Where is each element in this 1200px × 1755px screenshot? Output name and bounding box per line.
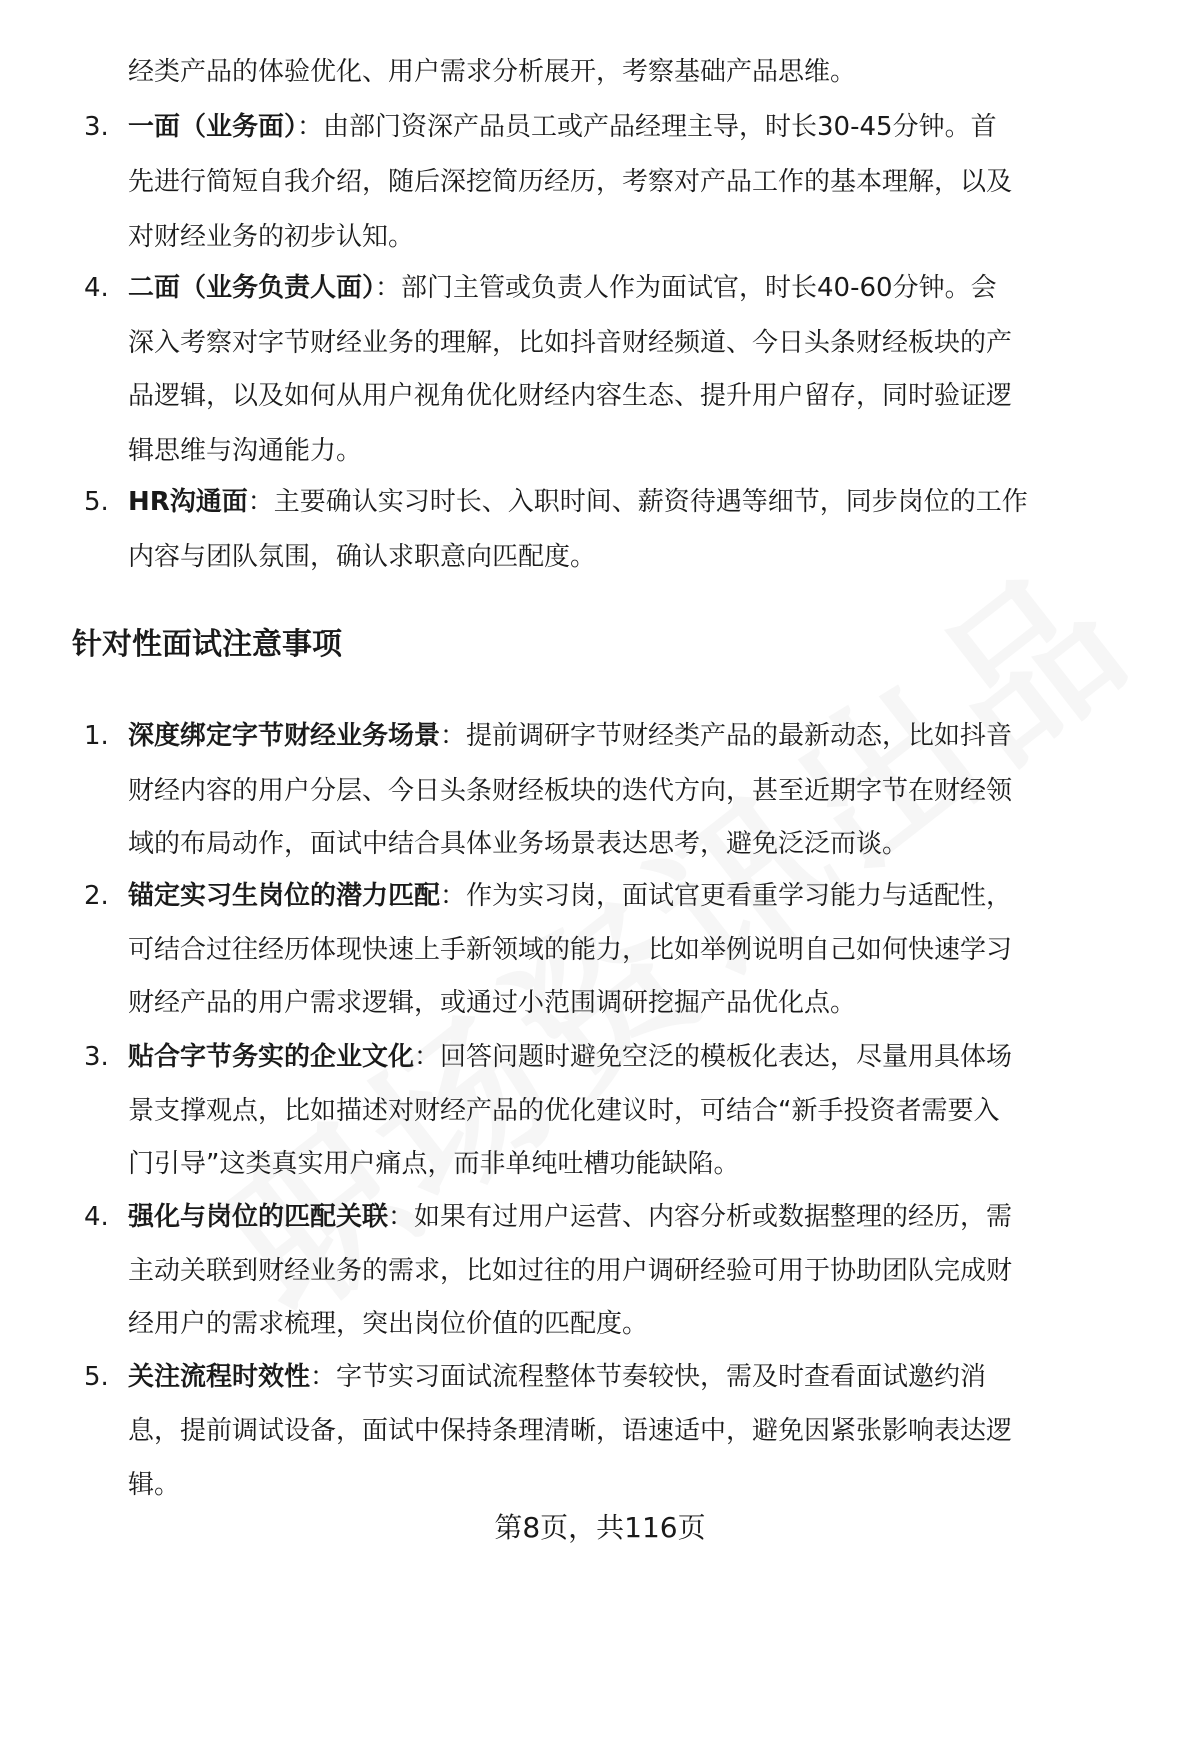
list-line [128, 258, 1160, 318]
list-number: 3. [84, 112, 109, 142]
list-number: 3. [84, 1042, 109, 1072]
item-text: ：由部门资深产品员工或产品经理主导，时长30-45分钟。首 [297, 112, 997, 142]
list-line [128, 1187, 1160, 1247]
list-number: 4. [84, 1202, 109, 1232]
item-text: ：提前调研字节财经类产品的最新动态，比如抖音 [440, 721, 1013, 751]
list-line: 辑。 [128, 1470, 181, 1500]
item-title: 强化与岗位的匹配关联 [128, 1202, 389, 1232]
list-number: 5. [84, 1362, 109, 1392]
list-line [128, 706, 1160, 766]
list-line [128, 97, 1160, 157]
list-line: 财经内容的用户分层、今日头条财经板块的迭代方向，甚至近期字节在财经领 [128, 776, 1013, 806]
list-line: 门引导”这类真实用户痛点，而非单纯吐槽功能缺陷。 [128, 1149, 740, 1179]
item-text: ：主要确认实习时长、入职时间、薪资待遇等细节，同步岗位的工作 [247, 487, 1028, 517]
list-line [128, 866, 1160, 926]
item-text: ：字节实习面试流程整体节奏较快，需及时查看面试邀约消 [310, 1362, 987, 1392]
list-line [128, 1347, 1160, 1407]
list-line: 主动关联到财经业务的需求，比如过往的用户调研经验可用于协助团队完成财 [128, 1256, 1013, 1286]
list-line: 先进行简短自我介绍，随后深挖简历经历，考察对产品工作的基本理解，以及 [128, 167, 1013, 197]
list-line: 财经产品的用户需求逻辑，或通过小范围调研挖掘产品优化点。 [128, 988, 857, 1018]
item-title: 二面（业务负责人面） [128, 273, 376, 303]
item-title: 关注流程时效性 [128, 1362, 311, 1392]
item-text: ：回答问题时避免空泛的模板化表达，尽量用具体场 [414, 1042, 1013, 1072]
item-title: 锚定实习生岗位的潜力匹配 [128, 881, 441, 911]
section-heading: 针对性面试注意事项 [72, 627, 342, 662]
list-line: 域的布局动作，面试中结合具体业务场景表达思考，避免泛泛而谈。 [128, 829, 909, 859]
list-number: 4. [84, 273, 109, 303]
continuation-line: 经类产品的体验优化、用户需求分析展开，考察基础产品思维。 [128, 57, 857, 87]
item-text: ：作为实习岗，面试官更看重学习能力与适配性， [440, 881, 1013, 911]
list-line: 息，提前调试设备，面试中保持条理清晰，语速适中，避免因紧张影响表达逻 [128, 1416, 1013, 1446]
list-line [128, 1027, 1160, 1087]
list-line: 内容与团队氛围，确认求职意向匹配度。 [128, 542, 597, 572]
item-title: 贴合字节务实的企业文化 [128, 1042, 415, 1072]
list-line [128, 472, 1160, 532]
item-title: 深度绑定字节财经业务场景 [128, 721, 441, 751]
list-line: 景支撑观点，比如描述对财经产品的优化建议时，可结合“新手投资者需要入 [128, 1096, 1000, 1126]
list-line: 深入考察对字节财经业务的理解，比如抖音财经频道、今日头条财经板块的产 [128, 328, 1013, 358]
list-line: 品逻辑，以及如何从用户视角优化财经内容生态、提升用户留存，同时验证逻 [128, 381, 1013, 411]
list-line: 辑思维与沟通能力。 [128, 436, 363, 466]
list-line: 对财经业务的初步认知。 [128, 222, 415, 252]
page-number-footer: 第8页，共116页 [494, 1511, 706, 1544]
item-text: ：如果有过用户运营、内容分析或数据整理的经历，需 [388, 1202, 1013, 1232]
item-title: 一面（业务面） [128, 112, 298, 142]
list-number: 5. [84, 487, 109, 517]
item-text: ：部门主管或负责人作为面试官，时长40-60分钟。会 [375, 273, 997, 303]
list-number: 1. [84, 721, 109, 751]
item-title: HR沟通面 [128, 487, 248, 517]
list-line: 经用户的需求梳理，突出岗位价值的匹配度。 [128, 1309, 649, 1339]
list-number: 2. [84, 881, 109, 911]
list-line: 可结合过往经历体现快速上手新领域的能力，比如举例说明自己如何快速学习 [128, 935, 1013, 965]
